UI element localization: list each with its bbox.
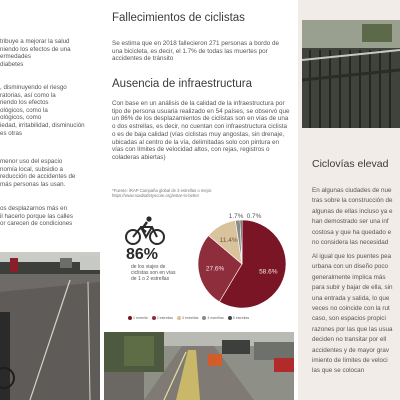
left-text-block-2 — [0, 84, 100, 137]
pie-slice-label: 0.7% — [246, 213, 262, 220]
left-text-block-4 — [0, 205, 100, 228]
section-title-elevated: Ciclovías elevad — [312, 158, 389, 170]
right-line: generalmente implica más — [312, 273, 386, 281]
left-line: reducción de accidentes de — [0, 173, 76, 181]
right-line: no considera las necesidad — [312, 239, 389, 247]
big-stat-caption: de los viajes de ciclistas son en vías de 1 o 2 estrellas — [131, 264, 176, 282]
left-line: or carecen de condiciones — [0, 220, 73, 228]
big-stat-value: 86% — [126, 246, 159, 263]
left-line: ermedades — [0, 53, 31, 61]
right-line: deciden no transitar por ell — [312, 336, 387, 344]
left-line: es otras — [0, 129, 23, 137]
section-title-infrastructure: Ausencia de infraestructura — [112, 78, 252, 90]
bike-lane-street-photo — [104, 332, 294, 400]
left-text-block-3 — [0, 158, 100, 188]
elevated-paragraph-1 — [312, 186, 400, 248]
left-line: iedad, irritabilidad, disminución — [0, 121, 85, 129]
left-text-block-1 — [0, 38, 100, 68]
left-line: diabetes — [0, 60, 24, 68]
right-line: las que se colocan — [312, 367, 365, 375]
right-line: han demostrado ser una inf — [312, 218, 389, 226]
legend-label: 2 estrellas — [156, 316, 173, 320]
legend-swatch — [228, 316, 232, 320]
right-line: algunas de ellas incluso ya e — [312, 207, 393, 215]
right-line: En algunas ciudades de nue — [312, 187, 392, 194]
legend-swatch — [202, 316, 206, 320]
right-line: veces no coincide con la rut — [312, 305, 390, 313]
pie-slice-label: 58.6% — [259, 268, 278, 276]
left-line: il hacerlo porque las calles — [0, 212, 73, 220]
chart-legend — [124, 316, 249, 320]
right-line: Al igual que los puentes pea — [312, 253, 392, 260]
left-line: ratorias, así como la — [0, 91, 56, 99]
left-line: ológicos, como — [0, 114, 42, 122]
pie-slice-label: 27.6% — [205, 265, 225, 273]
legend-label: 5 estrellas — [232, 316, 250, 320]
left-line: nomía local, subsidio a — [0, 165, 63, 173]
left-column — [0, 0, 100, 400]
legend-label: 4 estrellas — [207, 316, 224, 320]
right-line: imiento de límites de veloci — [312, 357, 388, 365]
left-line: niendo los efectos de una — [0, 45, 71, 53]
fatalities-paragraph: Se estima que en 2018 fallecieron 271 personas a bordo de una bicicleta, es decir, el 1.7% de todas las muertes por accidentes de tránsito — [112, 40, 279, 63]
legend-swatch — [152, 316, 156, 320]
left-line: ológicos, como la — [0, 106, 48, 114]
legend-swatch — [128, 316, 132, 320]
cyclist-street-photo — [0, 252, 100, 400]
left-line: riendo los efectos — [0, 99, 49, 107]
legend-swatch — [177, 316, 181, 320]
infrastructure-paragraph: Con base en un análisis de la calidad de la infraestructura por tipo de persona usuaria realizado en 54 países, se observó que un 86% de los desplazamientos de ciclistas son en vías de una o dos estrellas, es decir, no cuentan con infraestructura ciclista o es de baja calidad (vías ciclistas muy angostas, sin drenaje, ubicadas al centro de la vía, delimitadas solo con pintura en vías con límites de velocidad altos, con rejas, registros o coladeras abiertas) — [112, 100, 290, 161]
right-column — [298, 0, 400, 400]
elevated-bikeway-photo — [302, 20, 400, 128]
left-line: menor uso del espacio — [0, 158, 63, 165]
legend-label: 3 estrellas — [181, 316, 199, 320]
right-line: urbana con un diseño poco — [312, 263, 388, 271]
right-line: para subir y bajar de ella, sin — [312, 284, 393, 292]
right-line: razones por las que las usua — [312, 325, 393, 333]
pie-slice-label: 1.7% — [228, 213, 244, 220]
legend-label: 1 estrella — [133, 316, 148, 320]
source-note: *Fuente: iRAP Campaña global de 3 estrellas o mejor. https://www.roadsafetyscore.org/estar-to-better — [112, 188, 213, 198]
right-line: tras sobre la construcción de — [312, 197, 393, 205]
bicycle-icon — [124, 216, 168, 246]
section-title-fatalities: Fallecimientos de ciclistas — [112, 12, 245, 24]
left-line: , disminuyendo el riesgo — [0, 84, 67, 91]
middle-column — [104, 0, 294, 400]
stars-pie-chart — [184, 190, 294, 310]
left-line: más personas las usan. — [0, 180, 66, 188]
right-line: caso, son espacios propici — [312, 315, 386, 323]
left-line: os desplazarnos más en — [0, 205, 68, 212]
right-line: una entrada y salida, lo que — [312, 294, 390, 302]
elevated-paragraph-2 — [312, 252, 400, 377]
left-line: tribuye a mejorar la salud — [0, 38, 70, 45]
right-line: accidentes y de mayor grav — [312, 346, 389, 354]
right-line: costosa y que ha quedado e — [312, 228, 392, 236]
pie-slice-label: 11.4% — [219, 237, 238, 245]
